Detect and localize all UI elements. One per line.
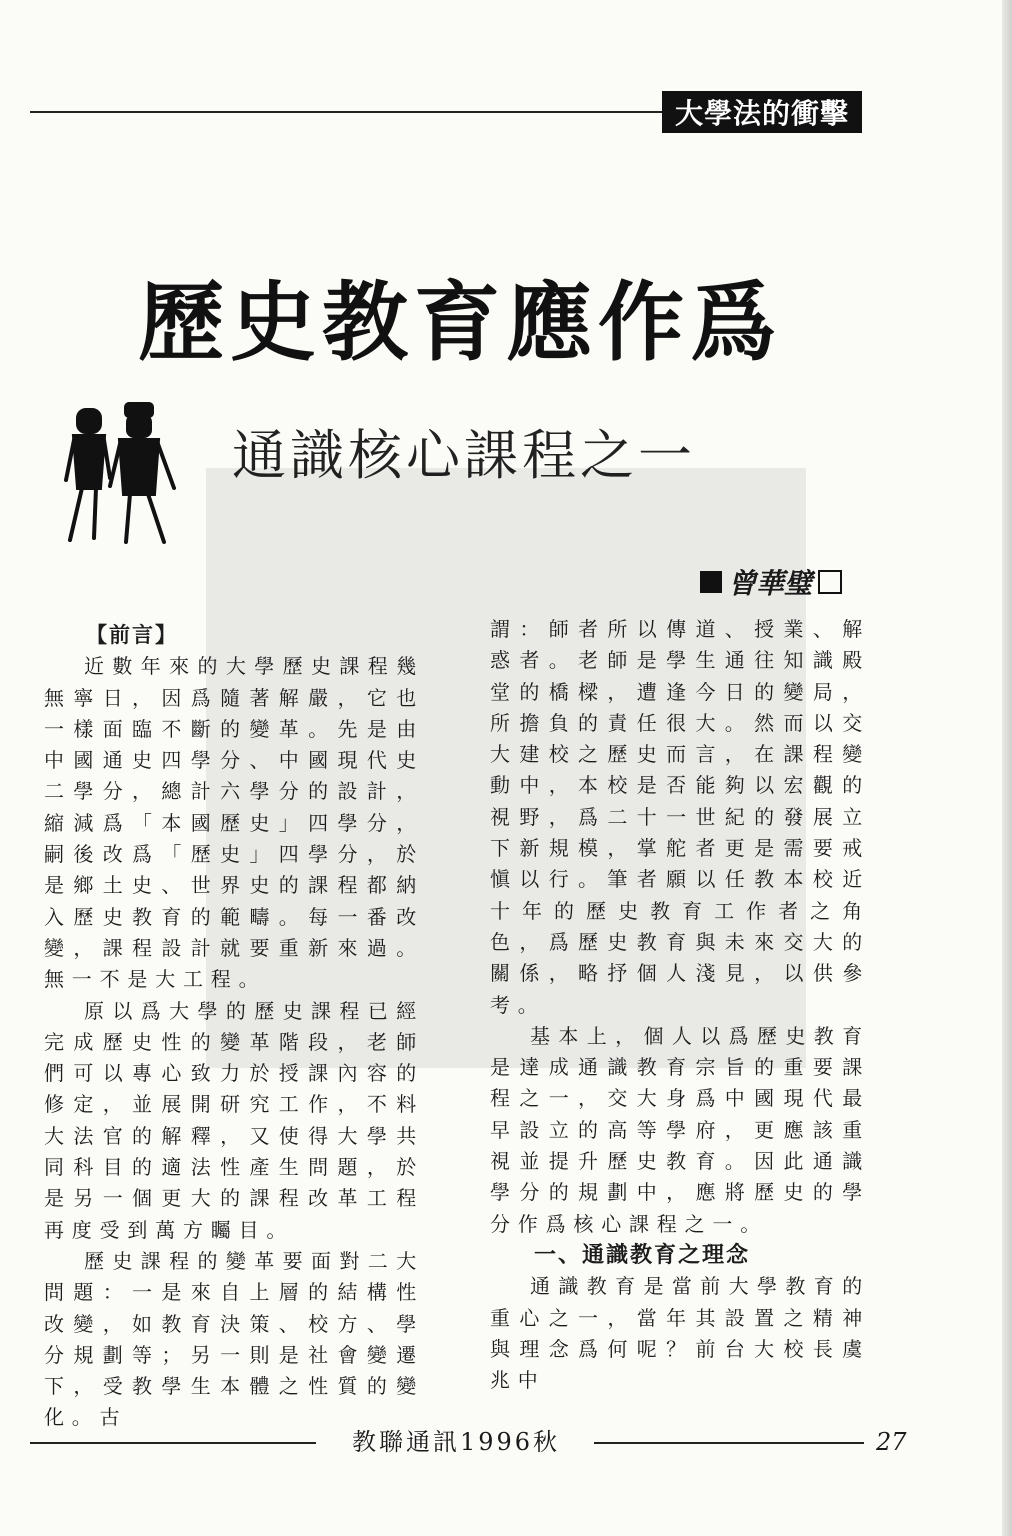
right-column: [490, 614, 870, 1396]
article-title: 歷史教育應作爲: [138, 273, 782, 373]
footer-rule-left: [30, 1442, 316, 1444]
author-line: [700, 560, 870, 604]
open-square-icon: [818, 570, 842, 594]
article-subtitle: 通識核心課程之一: [232, 424, 696, 487]
paragraph: 通識教育是當前大學教育的重心之一，當年其設置之精神與理念爲何呢？前台大校長虞兆中: [490, 1274, 870, 1393]
paragraph: 近數年來的大學歷史課程幾無寧日，因爲隨著解嚴，它也一樣面臨不斷的變革。先是由中國通史四學分、中國現代史二學分，總計六學分的設計，縮減爲「本國歷史」四學分，嗣後改爲「歷史」四學分，於是鄉土史、世界史的課程都納入歷史教育的範疇。每一番改變，課程設計就要重新來過。無一不是大工程。: [44, 654, 424, 992]
author-name: 曾華璧: [728, 567, 813, 600]
section-tag: 大學法的衝擊: [662, 91, 862, 133]
page-number: 27: [876, 1428, 907, 1456]
publication-name: 教聯通訊1996秋: [351, 1428, 561, 1456]
walking-figures-icon: [60, 402, 190, 550]
paragraph: 原以爲大學的歷史課程已經完成歷史性的變革階段，老師們可以專心致力於授課內容的修定，並展開研究工作，不料大法官的解釋，又使得大學共同科目的適法性產生問題，於是另一個更大的課程改革工程再度受到萬方矚目。: [44, 998, 424, 1242]
paragraph: 歷史課程的變革要面對二大問題：一是來自上層的結構性改變，如教育決策、校方、學分規劃等；另一則是社會變遷下，受教學生本體之性質的變化。古: [44, 1248, 424, 1430]
footer-rule-right: [594, 1442, 864, 1444]
section-heading: 一、通識教育之理念: [534, 1242, 751, 1268]
page-edge: [1002, 0, 1012, 1536]
header-rule: [30, 111, 670, 113]
paragraph: 基本上，個人以爲歷史教育是達成通識教育宗旨的重要課程之一，交大身爲中國現代最早設立的高等學府，更應該重視並提升歷史教育。因此通識學分的規劃中，應將歷史的學分作爲核心課程之一。: [490, 1023, 870, 1236]
left-column: [44, 620, 424, 1434]
paragraph: 謂：師者所以傳道、授業、解惑者。老師是學生通往知識殿堂的橋樑，遭逢今日的變局，所擔負的責任很大。然而以交大建校之歷史而言，在課程變動中，本校是否能夠以宏觀的視野，爲二十一世紀的發展立下新規模，掌舵者更是需要戒愼以行。筆者願以任教本校近十年的歷史教育工作者之角色，爲歷史教育與未來交大的關係，略抒個人淺見，以供參考。: [490, 617, 870, 1017]
preface-heading: 【前言】: [86, 623, 178, 647]
filled-square-icon: [700, 571, 722, 593]
